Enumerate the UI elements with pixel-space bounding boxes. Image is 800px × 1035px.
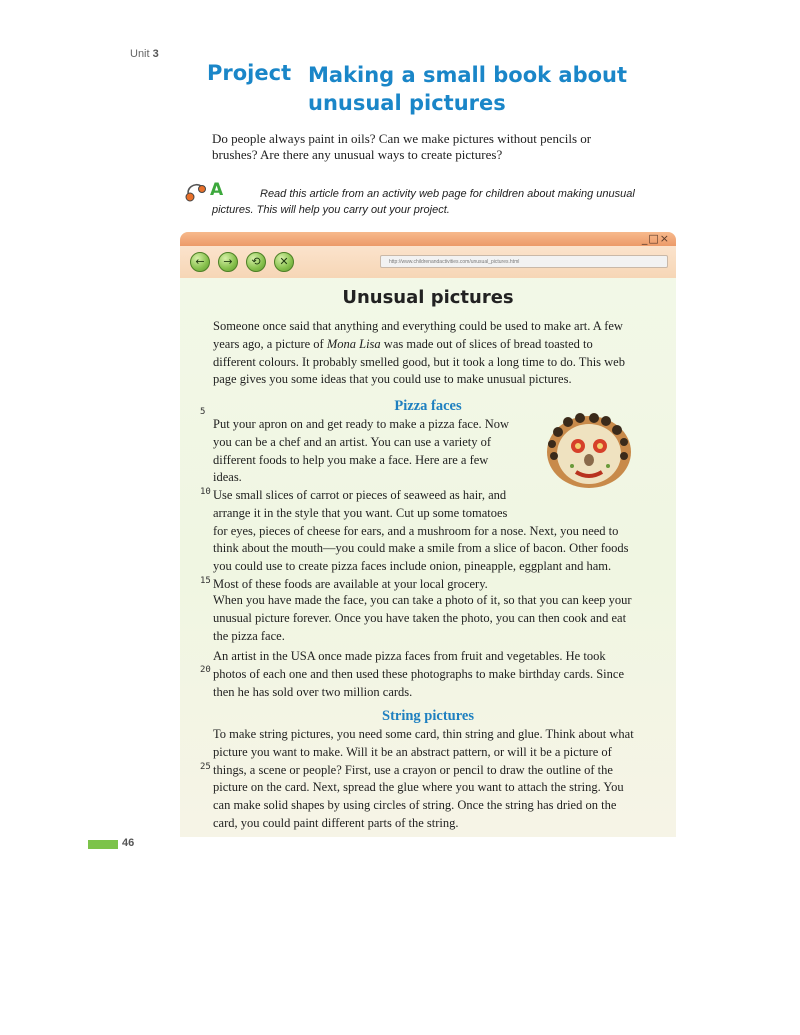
heading-pizza-faces: Pizza faces	[394, 398, 462, 414]
line-number: 20	[200, 665, 211, 675]
browser-titlebar	[180, 232, 676, 246]
headphones-icon[interactable]	[183, 180, 211, 204]
paragraph: Use small slices of carrot or pieces of seaweed as hair, and arrange it in the style that you want. Cut up some tomatoes	[213, 488, 508, 520]
paragraph: An artist in the USA once made pizza faces from fruit and vegetables. He took photos of each one and then used these photographs to make birthday cards. Since then he has sold over two million cards.	[213, 649, 624, 699]
browser-window	[180, 232, 676, 837]
project-label: Project	[207, 61, 292, 85]
back-arrow-icon[interactable]: ←	[190, 252, 210, 272]
unit-number: 3	[152, 48, 159, 60]
page-number-bar	[88, 840, 118, 849]
artwork-title: Mona Lisa	[326, 336, 381, 351]
line-number: 15	[200, 576, 211, 586]
heading-string-pictures: String pictures	[382, 708, 474, 724]
paragraph: To make string pictures, you need some card, thin string and glue. Think about what picture you want to make. Will it be an abstract pattern, or will it be a picture of things, a scene or people? First, use a crayon or pencil to draw the outline of the picture on the card. Next, spread the glue where you want to attach the string. You can make solid shapes by using circles of string. Once the string has dried on the card, you could paint different parts of the string.	[213, 727, 634, 830]
task-instruction: Read this article from an activity web page for children about making unusual pictures. This will help you carry out your project.	[212, 188, 635, 216]
task-letter: A	[210, 180, 224, 200]
mona-lisa-line: years ago, a picture of Mona Lisa was made out of slices of bread toasted to	[213, 336, 593, 351]
refresh-icon[interactable]: ⟲	[246, 252, 266, 272]
unit-label: Unit 3	[130, 48, 159, 60]
forward-arrow-icon[interactable]: →	[218, 252, 238, 272]
page-number: 46	[122, 837, 135, 849]
line-number: 25	[200, 762, 211, 772]
line-number: 10	[200, 487, 211, 497]
paragraph: for eyes, pieces of cheese for ears, and a mushroom for a nose. Next, you need to think about the mouth—you could make a smile from a slice of bacon. Other foods you could use to create pizza faces include onion, pineapple, eggplant and ham. Most of these foods are available at your local grocery.	[213, 523, 629, 591]
address-bar[interactable]: http://www.childrenandactivities.com/unusual_pictures.html	[380, 255, 668, 268]
browser-toolbar	[180, 246, 676, 278]
close-icon[interactable]: ✕	[274, 252, 294, 272]
paragraph: When you have made the face, you can take a photo of it, so that you can keep your unusual picture forever. Once you have taken the photo, you can then cook and eat the pizza face.	[213, 593, 632, 643]
window-controls[interactable]: _□×	[641, 232, 670, 245]
pizza-face-image	[540, 408, 638, 490]
line-number: 5	[200, 407, 206, 417]
project-intro: Do people always paint in oils? Can we make pictures without pencils or brushes? Are there any unusual ways to create pictures?	[212, 131, 592, 162]
project-title: Making a small book about unusual pictures	[308, 63, 628, 115]
article-intro: Someone once said that anything and everything could be used to make art. A few years ago, a picture of Mona Lisa was made out of slices of bread toasted to different colours. It probably smelled good, but it took a long time to do. This web page gives you some ideas that you could use to make unusual pictures.	[213, 318, 633, 389]
article-title: Unusual pictures	[342, 287, 514, 308]
paragraph: Put your apron on and get ready to make a pizza face. Now you can be a chef and an artist. You can use a variety of different foods to help you make a face. Here are a few ideas.	[213, 417, 510, 485]
article	[180, 278, 676, 837]
